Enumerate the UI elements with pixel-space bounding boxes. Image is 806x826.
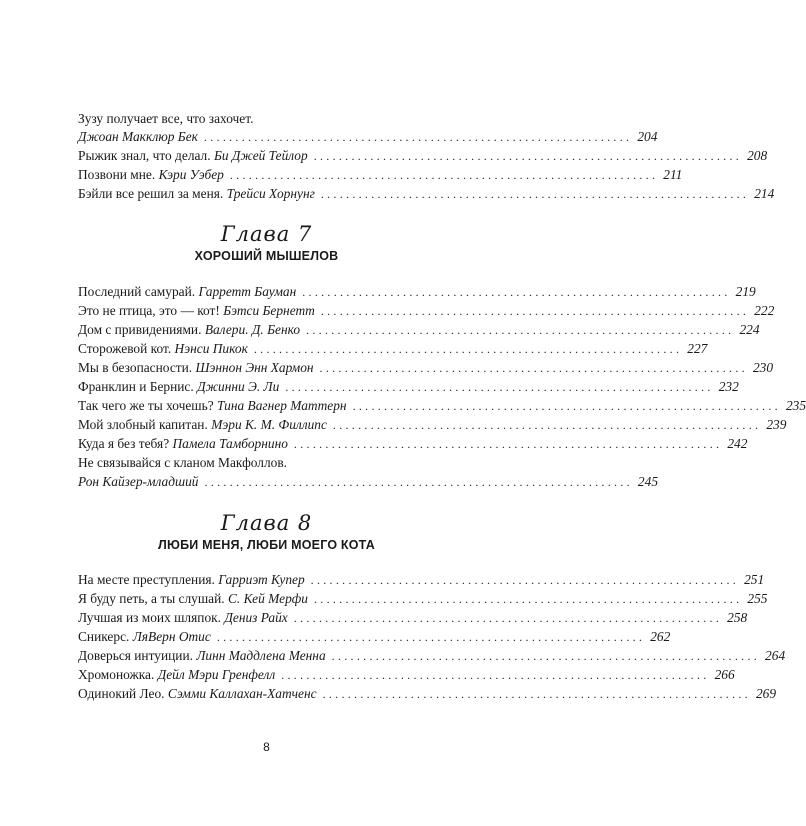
dot-leader: .................................................................... [320, 187, 750, 201]
entry-author: Памела Тамборнино [172, 436, 288, 451]
toc-entry[interactable] [78, 283, 756, 301]
dot-leader: .................................................................... [216, 630, 646, 644]
entry-title: Зузу получает все, что захочет. [78, 111, 254, 126]
entry-author: Гарретт Бауман [198, 284, 297, 299]
entry-title: Лучшая из моих шляпок. [78, 610, 221, 625]
entry-page-number: 266 [714, 667, 735, 682]
dot-leader: .................................................................... [293, 437, 723, 451]
toc-entry[interactable] [78, 685, 777, 703]
entry-title: Не связывайся с кланом Макфоллов. [78, 455, 287, 470]
entry-title: Хромоножка. [78, 667, 155, 682]
entry-author: Би Джей Тейлор [213, 148, 308, 163]
dot-leader: .................................................................... [293, 611, 723, 625]
dot-leader: .................................................................... [319, 361, 748, 375]
dot-leader: .................................................................... [204, 475, 633, 489]
entry-title: Доверься интуиции. [78, 648, 193, 663]
toc-entry[interactable] [78, 590, 768, 608]
entry-page-number: 230 [752, 360, 774, 375]
toc-entry[interactable] [78, 378, 739, 396]
entry-title: Дом с привидениями. [78, 322, 202, 337]
entry-page-number: 219 [735, 284, 756, 299]
dot-leader: .................................................................... [313, 592, 743, 606]
entry-title: Мой злобный капитан. [78, 417, 208, 432]
entry-title: Рыжик знал, что делал. [78, 148, 211, 163]
entry-page-number: 258 [727, 610, 748, 625]
toc-entry[interactable] [78, 666, 735, 684]
toc-entry[interactable] [78, 147, 768, 165]
entry-page-number: 264 [765, 648, 786, 663]
entry-title: Последний самурай. [78, 284, 196, 299]
dot-leader: .................................................................... [203, 130, 633, 144]
dot-leader: .................................................................... [322, 687, 751, 701]
entry-page-number: 222 [754, 303, 775, 318]
toc-entry[interactable] [78, 397, 806, 415]
chapter-title: ХОРОШИЙ МЫШЕЛОВ [194, 249, 339, 263]
entry-page-number: 269 [755, 686, 777, 701]
entry-page-number: 211 [663, 167, 683, 182]
entry-title: Сникерс. [78, 629, 130, 644]
entry-author: Трейси Хорнунг [226, 186, 315, 201]
entry-author: Нэнси Пикок [174, 341, 248, 356]
page-number: 8 [263, 740, 270, 754]
entry-author: Шэннон Энн Хармон [195, 360, 314, 375]
toc-entry[interactable] [78, 302, 775, 320]
entry-page-number: 208 [747, 148, 768, 163]
toc-entry[interactable] [78, 628, 671, 646]
entry-page-number: 232 [718, 379, 739, 394]
entry-author: Линн Маддлена Менна [196, 648, 326, 663]
entry-author: Джоан Макклюр Бек [78, 129, 198, 144]
dot-leader: .................................................................... [285, 380, 714, 394]
toc-entry[interactable] [78, 185, 775, 203]
toc-entry[interactable] [78, 359, 774, 377]
entry-title: Я буду петь, а ты слушай. [78, 591, 225, 606]
entry-title: Позвони мне. [78, 167, 156, 182]
dot-leader: .................................................................... [253, 342, 683, 356]
entry-author: С. Кей Мерфи [228, 591, 308, 606]
entry-page-number: 239 [766, 417, 787, 432]
entry-title: Куда я без тебя? [78, 436, 170, 451]
toc-entry[interactable] [78, 166, 683, 184]
entry-page-number: 251 [744, 572, 765, 587]
entry-author: Рон Кайзер-младший [78, 474, 199, 489]
dot-leader: .................................................................... [331, 649, 761, 663]
entry-title: На месте преступления. [78, 572, 215, 587]
entry-title: Мы в безопасности. [78, 360, 193, 375]
entry-author: Мэри К. М. Филлипс [211, 417, 327, 432]
toc-entry[interactable] [78, 571, 765, 589]
entry-page-number: 214 [754, 186, 775, 201]
entry-author: Дениз Райх [224, 610, 288, 625]
entry-page-number: 245 [637, 474, 659, 489]
dot-leader: .................................................................... [352, 399, 781, 413]
entry-author: Кэри Уэбер [158, 167, 224, 182]
entry-page-number: 227 [687, 341, 708, 356]
dot-leader: .................................................................... [320, 304, 750, 318]
entry-page-number: 242 [727, 436, 748, 451]
dot-leader: .................................................................... [310, 573, 740, 587]
entry-title: Сторожевой кот. [78, 341, 172, 356]
chapter-label: Глава 7 [220, 222, 313, 246]
chapter-label: Глава 8 [220, 511, 313, 535]
entry-title: Это не птица, это — кот! [78, 303, 220, 318]
chapter-title: ЛЮБИ МЕНЯ, ЛЮБИ МОЕГО КОТА [158, 538, 375, 552]
entry-author: ЛяВерн Отис [132, 629, 211, 644]
entry-page-number: 235 [785, 398, 806, 413]
toc-entry[interactable] [78, 321, 760, 339]
entry-title: Одинокий Лео. [78, 686, 165, 701]
dot-leader: .................................................................... [306, 323, 735, 337]
entry-title: Бэйли все решил за меня. [78, 186, 224, 201]
dot-leader: .................................................................... [229, 168, 659, 182]
toc-entry-line1 [78, 110, 486, 128]
dot-leader: .................................................................... [313, 149, 743, 163]
entry-title: Так чего же ты хочешь? [78, 398, 214, 413]
toc-entry[interactable] [78, 340, 708, 358]
toc-entry[interactable] [78, 435, 748, 453]
entry-author: Сэмми Каллахан-Хатченс [167, 686, 317, 701]
toc-entry[interactable] [78, 128, 658, 146]
entry-author: Джинни Э. Ли [197, 379, 280, 394]
entry-title: Франклин и Бернис. [78, 379, 194, 394]
toc-entry[interactable] [78, 473, 659, 491]
toc-entry[interactable] [78, 416, 787, 434]
dot-leader: .................................................................... [281, 668, 710, 682]
entry-page-number: 262 [650, 629, 671, 644]
entry-author: Бэтси Бернетт [223, 303, 315, 318]
entry-author: Валери. Д. Бенко [204, 322, 301, 337]
entry-author: Тина Вагнер Маттерн [217, 398, 347, 413]
entry-page-number: 204 [637, 129, 658, 144]
toc-entry[interactable] [78, 647, 786, 665]
toc-entry[interactable] [78, 609, 748, 627]
entry-page-number: 224 [739, 322, 760, 337]
dot-leader: .................................................................... [302, 285, 731, 299]
toc-entry-line1 [78, 454, 486, 472]
entry-author: Дейл Мэри Гренфелл [157, 667, 276, 682]
dot-leader: .................................................................... [332, 418, 762, 432]
entry-author: Гарриэт Купер [218, 572, 305, 587]
entry-page-number: 255 [747, 591, 768, 606]
